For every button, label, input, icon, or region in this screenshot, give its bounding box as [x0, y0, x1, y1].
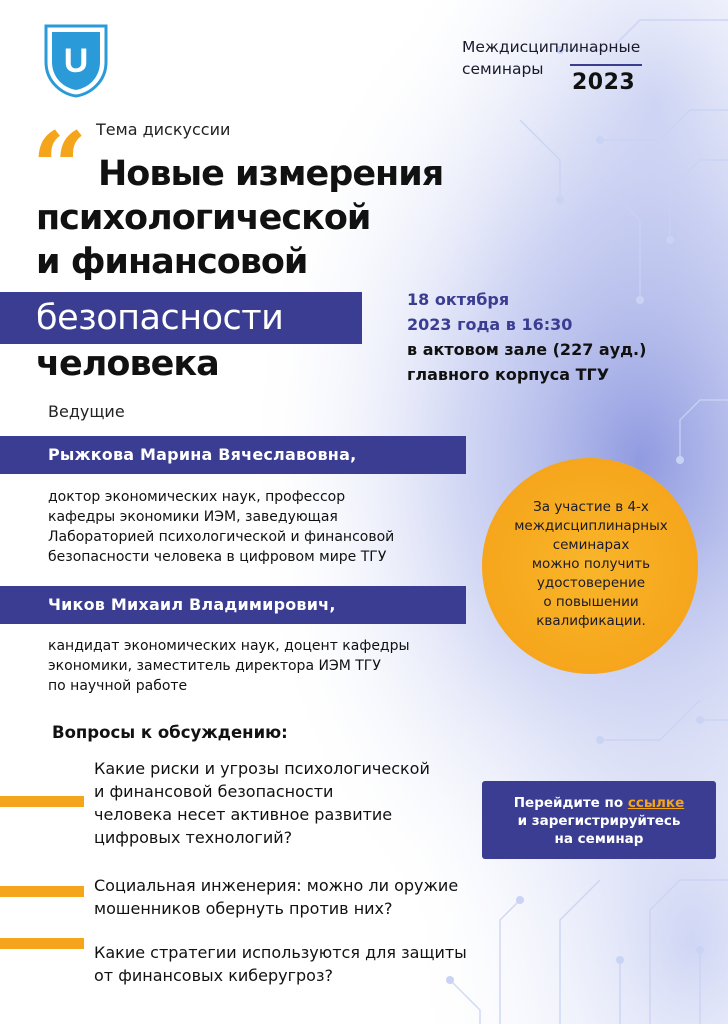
registration-line-1	[482, 794, 716, 812]
event-place-2: главного корпуса ТГУ	[407, 365, 610, 384]
certificate-line: о повышении	[543, 594, 639, 610]
question-1-line: и финансовой безопасности	[94, 782, 334, 801]
series-line-1: Междисциплинарные	[462, 38, 641, 56]
certificate-line: За участие в 4-х	[533, 499, 649, 515]
question-3-line: Какие стратегии используются для защиты	[94, 943, 467, 962]
host-1-desc-line: кафедры экономики ИЭМ, заведующая	[48, 509, 338, 525]
question-2	[94, 874, 458, 920]
host-1-desc-line: Лабораторией психологической и финансовой	[48, 529, 395, 545]
questions-title: Вопросы к обсуждению:	[52, 723, 288, 742]
question-2-marker	[0, 886, 84, 897]
certificate-line: удостоверение	[536, 575, 646, 591]
year-underline	[570, 64, 642, 66]
registration-line-2: и зарегистрируйтесь	[517, 813, 681, 829]
certificate-line: квалификации.	[536, 613, 646, 629]
title-line-3: и финансовой	[36, 242, 308, 282]
title-line-5: человека	[36, 344, 219, 384]
event-date: 18 октября	[407, 290, 510, 309]
host-2-desc-line: по научной работе	[48, 678, 188, 694]
question-1-line: человека несет активное развитие	[94, 805, 393, 824]
registration-line-3: на семинар	[554, 831, 644, 847]
question-1	[94, 757, 430, 849]
certificate-line: междисциплинарных	[514, 518, 668, 534]
question-1-line: цифровых технологий?	[94, 828, 293, 847]
title-line-2: психологической	[36, 198, 371, 238]
certificate-text	[508, 498, 674, 631]
question-3-line: от финансовых киберугроз?	[94, 966, 333, 985]
event-time: 2023 года в 16:30	[407, 315, 573, 334]
event-info	[407, 287, 646, 387]
question-3	[94, 941, 467, 987]
quote-icon: “	[32, 111, 88, 224]
question-1-line: Какие риски и угрозы психологической	[94, 759, 430, 778]
host-2-desc-line: кандидат экономических наук, доцент кафедры	[48, 638, 410, 654]
certificate-line: семинарах	[552, 537, 630, 553]
hosts-label: Ведущие	[48, 402, 125, 421]
event-place-1: в актовом зале (227 ауд.)	[407, 340, 647, 359]
host-2-name: Чиков Михаил Владимирович,	[48, 595, 336, 614]
title-line-1: Новые измерения	[98, 154, 444, 194]
series-line-2: семинары	[462, 60, 544, 78]
question-3-marker	[0, 938, 84, 949]
registration-link[interactable]: ссылке	[627, 795, 685, 811]
host-2-description	[48, 636, 410, 696]
topic-label: Тема дискуссии	[96, 120, 231, 139]
question-1-marker	[0, 796, 84, 807]
question-2-line: Социальная инженерия: можно ли оружие	[94, 876, 459, 895]
svg-text:U: U	[63, 42, 89, 80]
host-1-name: Рыжкова Марина Вячеславовна,	[48, 445, 357, 464]
tsu-logo	[38, 22, 114, 98]
host-1-description	[48, 487, 394, 567]
year: 2023	[572, 70, 636, 95]
title-line-4: безопасности	[36, 298, 284, 338]
registration-prefix: Перейдите по	[513, 795, 624, 811]
host-1-desc-line: доктор экономических наук, профессор	[48, 489, 346, 505]
registration-text	[482, 794, 716, 848]
question-2-line: мошенников обернуть против них?	[94, 899, 393, 918]
host-1-desc-line: безопасности человека в цифровом мире ТГУ	[48, 549, 387, 565]
certificate-line: можно получить	[531, 556, 651, 572]
host-2-desc-line: экономики, заместитель директора ИЭМ ТГУ	[48, 658, 381, 674]
